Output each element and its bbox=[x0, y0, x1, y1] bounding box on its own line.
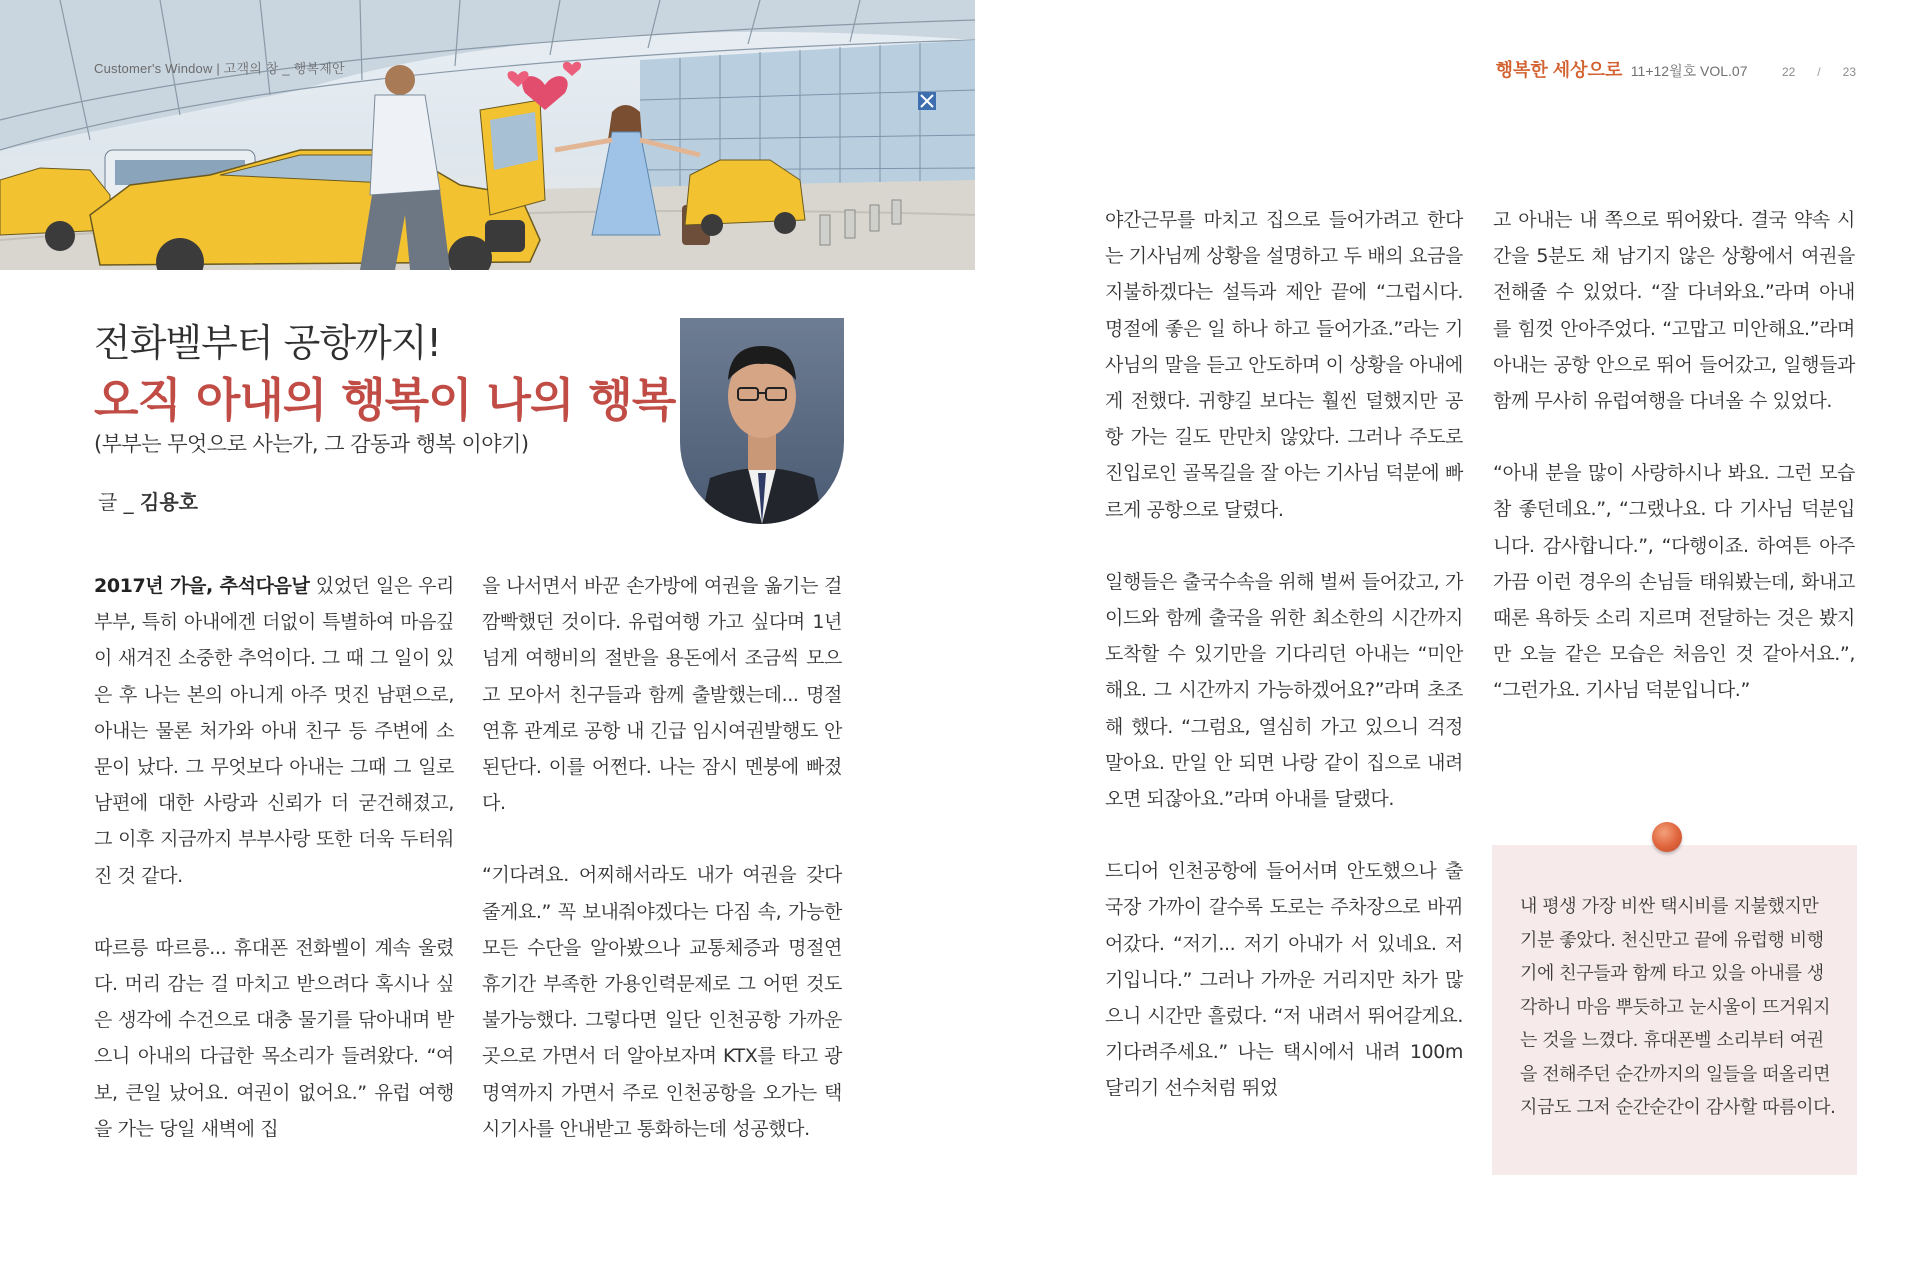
author-portrait bbox=[680, 318, 844, 524]
body-column-3 bbox=[1105, 202, 1463, 1107]
body-column-1 bbox=[94, 568, 454, 1147]
body-column-4 bbox=[1493, 202, 1855, 709]
paragraph: “아내 분을 많이 사랑하시나 봐요. 그런 모습 참 좋던데요.”, “그랬나요. 다 기사님 덕분입니다. 감사합니다.”, “다행이죠. 하여튼 아주 가끔 이런 경우의 손님들 태워봤는데, 화내고 때론 욕하듯 소리 지르며 전달하는 것은 봤지만 오늘 같은 모습은 처음인 것 같아서요.”, “그런가요. 기사님 덕분입니다.” bbox=[1493, 462, 1855, 702]
headline-line2: 오직 아내의 행복이 나의 행복 bbox=[94, 373, 676, 427]
note-text: 내 평생 가장 비싼 택시비를 지불했지만 기분 좋았다. 천신만고 끝에 유럽행 비행기에 친구들과 함께 타고 있을 아내를 생각하니 마음 뿌듯하고 눈시울이 뜨거워지는 것을 느꼈다. 휴대폰벨 소리부터 여권을 전해주던 순간까지의 일들을 떠올리면 지금도 그저 순간순간이 감사할 따름이다. bbox=[1520, 896, 1836, 1118]
paragraph: 따르릉 따르릉... 휴대폰 전화벨이 계속 울렸다. 머리 감는 걸 마치고 받으려다 혹시나 싶은 생각에 수건으로 대충 물기를 닦아내며 받으니 아내의 다급한 목소리가 들려왔다. “여보, 큰일 났어요. 여권이 없어요.” 유럽 여행을 가는 당일 새벽에 집 bbox=[94, 936, 454, 1140]
paragraph: 을 나서면서 바꾼 손가방에 여권을 옮기는 걸 깜빡했던 것이다. 유럽여행 가고 싶다며 1년 넘게 여행비의 절반을 용돈에서 조금씩 모으고 모아서 친구들과 함께 출발했는데... 명절연휴 관계로 공항 내 긴급 임시여권발행도 안된단다. 이를 어쩐다. 나는 잠시 멘붕에 빠졌다. bbox=[482, 575, 842, 815]
paragraph: 야간근무를 마치고 집으로 들어가려고 한다는 기사님께 상황을 설명하고 두 배의 요금을 지불하겠다는 설득과 제안 끝에 “그럽시다. 명절에 좋은 일 하나 하고 들어가죠.”라는 기사님의 말을 듣고 안도하며 이 상황을 아내에게 전했다. 귀향길 보다는 훨씬 덜했지만 공항 가는 길도 만만치 않았다. 그러나 주도로 진입로인 골목길을 잘 아는 기사님 덕분에 빠르게 공항으로 달렸다. bbox=[1105, 209, 1463, 521]
section-label: Customer's Window | 고객의 창 _ 행복제안 bbox=[94, 61, 345, 76]
page-number-left: 22 bbox=[1781, 65, 1796, 79]
paragraph-text: 있었던 일은 우리부부, 특히 아내에겐 더없이 특별하여 마음깊이 새겨진 소중한 추억이다. 그 때 그 일이 있은 후 나는 본의 아니게 아주 멋진 남편으로, 아내는 물론 처가와 아내 친구 등 주변에 소문이 났다. 그 무엇보다 아내는 그때 그 일로 남편에 대한 사랑과 신뢰가 더 굳건해졌고, 그 이후 지금까지 부부사랑 또한 더욱 두터워진 것 같다. bbox=[94, 575, 454, 887]
byline-author: 김용호 bbox=[140, 490, 199, 514]
page-separator: / bbox=[1817, 65, 1821, 79]
subheadline: (부부는 무엇으로 사는가, 그 감동과 행복 이야기) bbox=[94, 432, 529, 456]
body-column-2 bbox=[482, 568, 842, 1147]
byline-prefix: 글 _ bbox=[98, 490, 141, 514]
magazine-title: 행복한 세상으로 bbox=[1495, 60, 1623, 80]
paragraph: 일행들은 출국수속을 위해 벌써 들어갔고, 가이드와 함께 출국을 위한 최소한의 시간까지 도착할 수 있기만을 기다리던 아내는 “미안해요. 그 시간까지 가능하겠어요?”라며 초조해 했다. “그럼요, 열심히 가고 있으니 걱정 말아요. 만일 안 되면 나랑 같이 집으로 내려오면 되잖아요.”라며 아내를 달랬다. bbox=[1105, 570, 1463, 811]
header-illustration bbox=[0, 0, 975, 270]
airport-taxi-illustration bbox=[0, 0, 975, 270]
heart-icon bbox=[500, 45, 590, 125]
pushpin-icon bbox=[1652, 822, 1682, 852]
lead-phrase: 2017년 가을, 추석다음날 bbox=[94, 575, 310, 597]
paragraph: “기다려요. 어찌해서라도 내가 여권을 갖다 줄게요.” 꼭 보내줘야겠다는 다짐 속, 가능한 모든 수단을 알아봤으나 교통체증과 명절연휴기간 부족한 가용인력문제로 그 어떤 것도 불가능했다. 그렇다면 일단 인천공항 가까운 곳으로 가면서 더 알아보자며 KTX를 타고 광명역까지 가면서 주로 인천공항을 오가는 택시기사를 안내받고 통화하는데 성공했다. bbox=[482, 864, 842, 1140]
magazine-issue: 11+12월호 VOL.07 bbox=[1630, 63, 1748, 79]
byline bbox=[98, 486, 198, 515]
headline-line1: 전화벨부터 공항까지! bbox=[94, 321, 441, 365]
paragraph: 고 아내는 내 쪽으로 뛰어왔다. 결국 약속 시간을 5분도 채 남기지 않은 상황에서 여권을 전해줄 수 있었다. “잘 다녀와요.”라며 아내를 힘껏 안아주었다. “고맙고 미안해요.”라며 아내는 공항 안으로 뛰어 들어갔고, 일행들과 함께 무사히 유럽여행을 다녀올 수 있었다. bbox=[1493, 209, 1855, 413]
page-number-right: 23 bbox=[1842, 65, 1856, 79]
paragraph: 드디어 인천공항에 들어서며 안도했으나 출국장 가까이 갈수록 도로는 주차장으로 바뀌어갔다. “저기... 저기 아내가 서 있네요. 저기입니다.” 그러나 가까운 거리지만 차가 많으니 시간만 흘렀다. “저 내려서 뛰어갈게요. 기다려주세요.” 나는 택시에서 내려 100m 달리기 선수처럼 뛰었 bbox=[1105, 860, 1463, 1100]
author-photo bbox=[680, 318, 844, 524]
magazine-header bbox=[1496, 56, 1856, 82]
paragraph bbox=[94, 568, 454, 894]
